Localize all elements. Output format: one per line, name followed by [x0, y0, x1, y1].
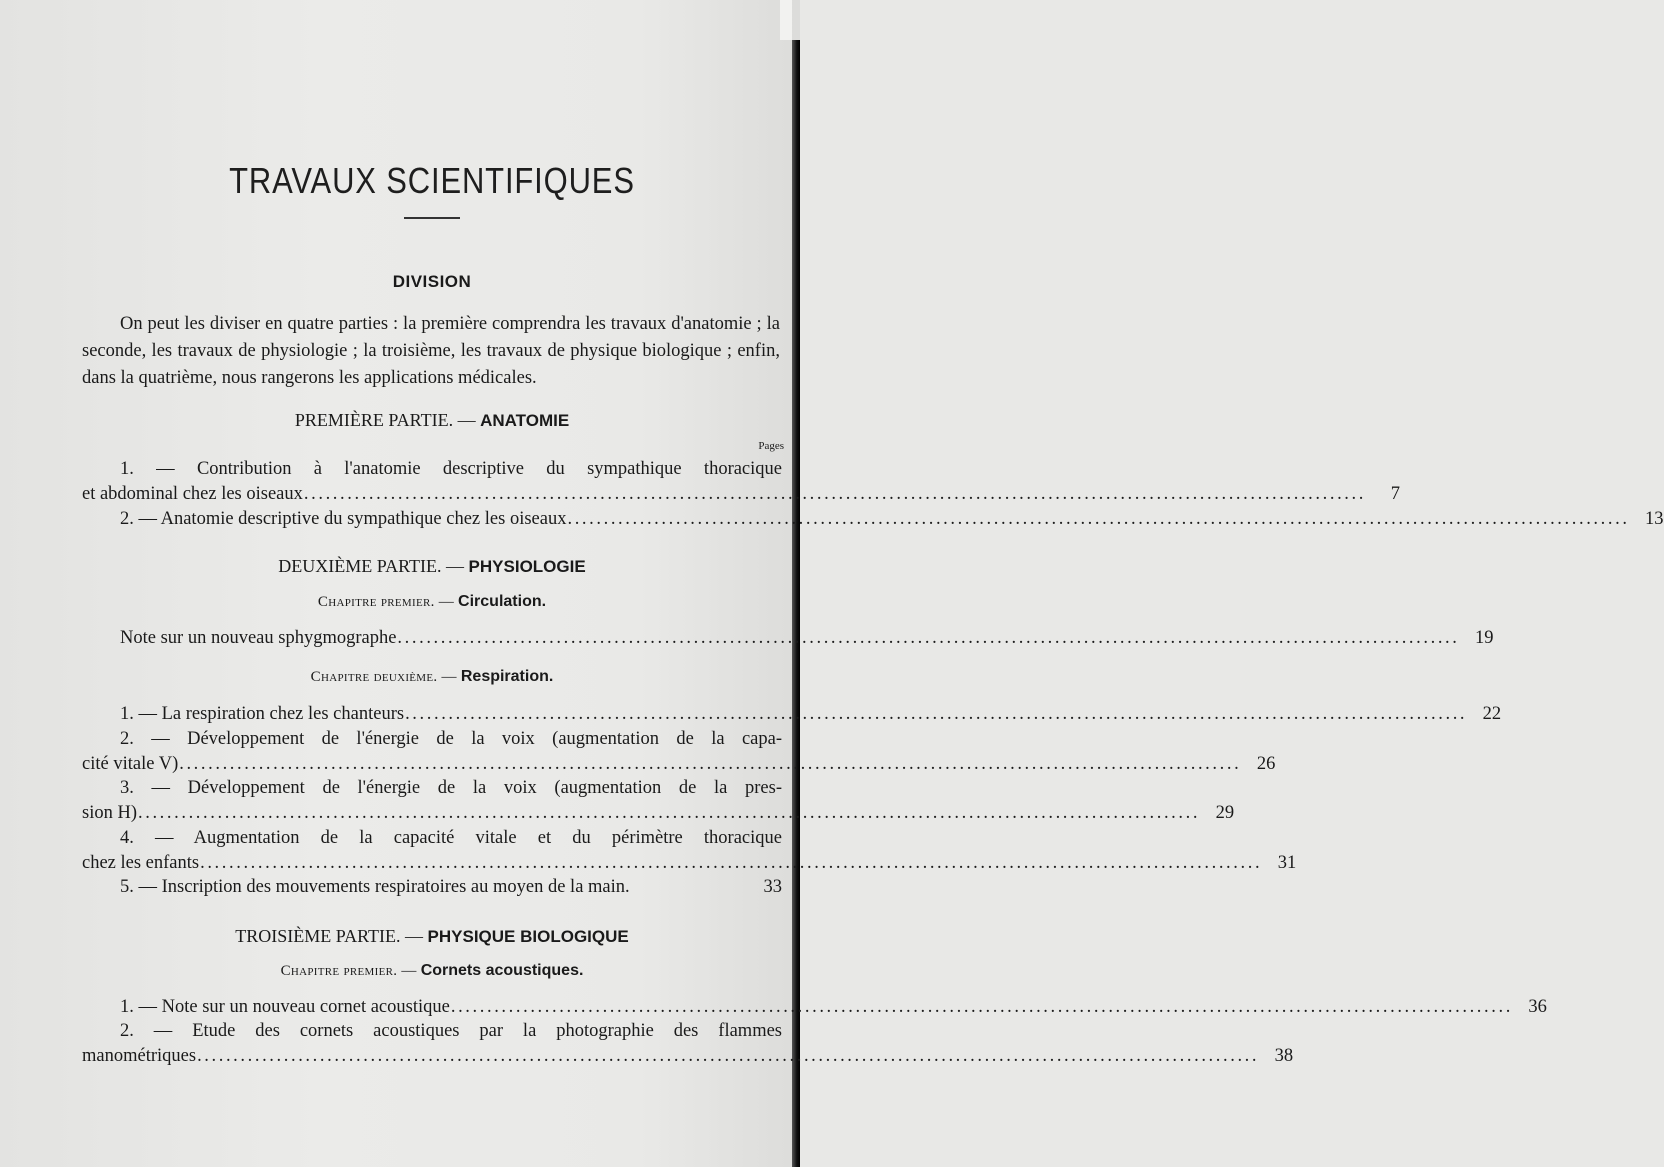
- part2-prefix: DEUXIÈME PARTIE. —: [278, 556, 469, 576]
- toc-entry-text: 1. — Note sur un nouveau cornet acoustique: [120, 997, 450, 1017]
- toc-entry-part2-ch2-4: [82, 826, 1297, 875]
- chapter-prefix: Chapitre deuxième. —: [310, 669, 461, 685]
- leader-dots: ...................................................................................................................................................: [200, 852, 1263, 873]
- toc-entry-first-line: 3. — Développement de l'énergie de la voix (augmentation de la pres-: [120, 778, 782, 798]
- toc-entry-last-line: [82, 626, 1494, 651]
- division-paragraph: On peut les diviser en quatre parties : la première comprendra les travaux d'anatomie ; la seconde, les travaux de physiologie ; la troisième, les travaux de physique biologique ; enfin, dans la quatrième, nous rangerons les applications médicales.: [82, 314, 780, 388]
- pages-label: Pages: [758, 440, 784, 452]
- division-heading: DIVISION: [392, 272, 472, 291]
- part3-chapter1-heading: [82, 962, 782, 980]
- chapter-name: Cornets acoustiques.: [420, 962, 584, 979]
- part2-heading: [82, 556, 782, 577]
- toc-entry-text: sion H): [82, 802, 137, 823]
- toc-entry-text: 1. — La respiration chez les chanteurs: [120, 704, 405, 724]
- toc-entry-part2-ch2-3: [82, 776, 1235, 825]
- part1-heading: [82, 410, 782, 431]
- toc-entry-text: et abdominal chez les oiseaux: [82, 483, 303, 504]
- part1-prefix: PREMIÈRE PARTIE. —: [294, 410, 481, 430]
- toc-entry-last-line: [82, 875, 782, 900]
- toc-entry-page: 7: [1390, 483, 1400, 504]
- part3-heading: [82, 926, 782, 947]
- toc-entry-text: manométriques: [82, 1045, 197, 1066]
- toc-entry-part3-ch1-2: [82, 1019, 1294, 1068]
- chapter-prefix: Chapitre premier. —: [317, 594, 459, 610]
- part1-name: ANATOMIE: [480, 411, 570, 430]
- toc-entry-text: Note sur un nouveau sphygmographe: [120, 628, 397, 648]
- toc-entry-text: chez les enfants: [82, 852, 200, 873]
- chapter-name: Respiration.: [460, 668, 554, 685]
- toc-entry-last-line: [82, 851, 1297, 876]
- chapter-name: Circulation.: [458, 593, 547, 610]
- toc-entry-page: 19: [1475, 628, 1494, 648]
- page-title: TRAVAUX SCIENTIFIQUES: [229, 160, 635, 201]
- toc-entry-page: 38: [1274, 1045, 1294, 1066]
- toc-entry-part3-ch1-1: [82, 995, 1547, 1020]
- leader-dots: ...................................................................................................................................................: [405, 704, 1468, 724]
- toc-entry-page: 22: [1482, 704, 1502, 724]
- toc-entry-page: 26: [1256, 753, 1276, 774]
- part3-name: PHYSIQUE BIOLOGIQUE: [427, 927, 629, 946]
- toc-entry-last-line: [82, 702, 1502, 727]
- part2-name: PHYSIOLOGIE: [468, 557, 586, 576]
- toc-entry-part2-ch2-1: [82, 702, 1502, 727]
- toc-entry-page: 36: [1528, 997, 1547, 1017]
- toc-entry-part2-ch2-5: [82, 875, 782, 900]
- part2-chapter1-heading: [82, 593, 782, 611]
- toc-entry-part2-ch1-1: [82, 626, 1494, 651]
- toc-entry-text: 5. — Inscription des mouvements respiratoires au moyen de la main.: [120, 877, 630, 897]
- leader-dots: ...................................................................................................................................................: [179, 753, 1242, 774]
- toc-entry-last-line: [82, 752, 1276, 777]
- title-rule: [404, 217, 460, 219]
- leader-dots: ...................................................................................................................................................: [397, 628, 1460, 648]
- leader-dots: ...................................................................................................................................................: [138, 802, 1201, 823]
- toc-entry-last-line: [82, 1044, 1294, 1069]
- toc-entry-part1-2: [82, 507, 1664, 532]
- toc-entry-last-line: [82, 482, 1400, 507]
- toc-entry-last-line: [82, 801, 1235, 826]
- toc-entry-last-line: [82, 995, 1547, 1020]
- leader-dots: ...................................................................................................................................................: [567, 509, 1630, 529]
- leader-dots: ...................................................................................................................................................: [197, 1045, 1260, 1066]
- leader-dots: ...................................................................................................................................................: [303, 483, 1366, 504]
- toc-entry-first-line: 2. — Développement de l'énergie de la voix (augmentation de la capa-: [120, 729, 782, 749]
- toc-entry-text: 2. — Anatomie descriptive du sympathique chez les oiseaux: [120, 509, 567, 529]
- toc-entry-page: 29: [1215, 802, 1235, 823]
- page-corner: [780, 0, 792, 40]
- part2-chapter2-heading: [82, 668, 782, 686]
- toc-entry-first-line: 1. — Contribution à l'anatomie descriptive du sympathique thoracique: [120, 459, 782, 479]
- toc-entry-page: 33: [763, 877, 782, 897]
- toc-entry-last-line: [82, 507, 1664, 532]
- toc-entry-first-line: 2. — Etude des cornets acoustiques par la photographie des flammes: [120, 1021, 782, 1041]
- toc-entry-page: 31: [1277, 852, 1297, 873]
- chapter-prefix: Chapitre premier. —: [280, 963, 421, 979]
- part3-prefix: TROISIÈME PARTIE. —: [235, 926, 428, 946]
- toc-entry-part2-ch2-2: [82, 727, 1276, 776]
- leader-dots: ...................................................................................................................................................: [450, 997, 1513, 1017]
- toc-entry-text: cité vitale V): [82, 753, 179, 774]
- toc-entry-part1-1: [82, 457, 1400, 506]
- toc-entry-first-line: 4. — Augmentation de la capacité vitale et du périmètre thoracique: [120, 828, 782, 848]
- toc-entry-page: 13: [1645, 509, 1664, 529]
